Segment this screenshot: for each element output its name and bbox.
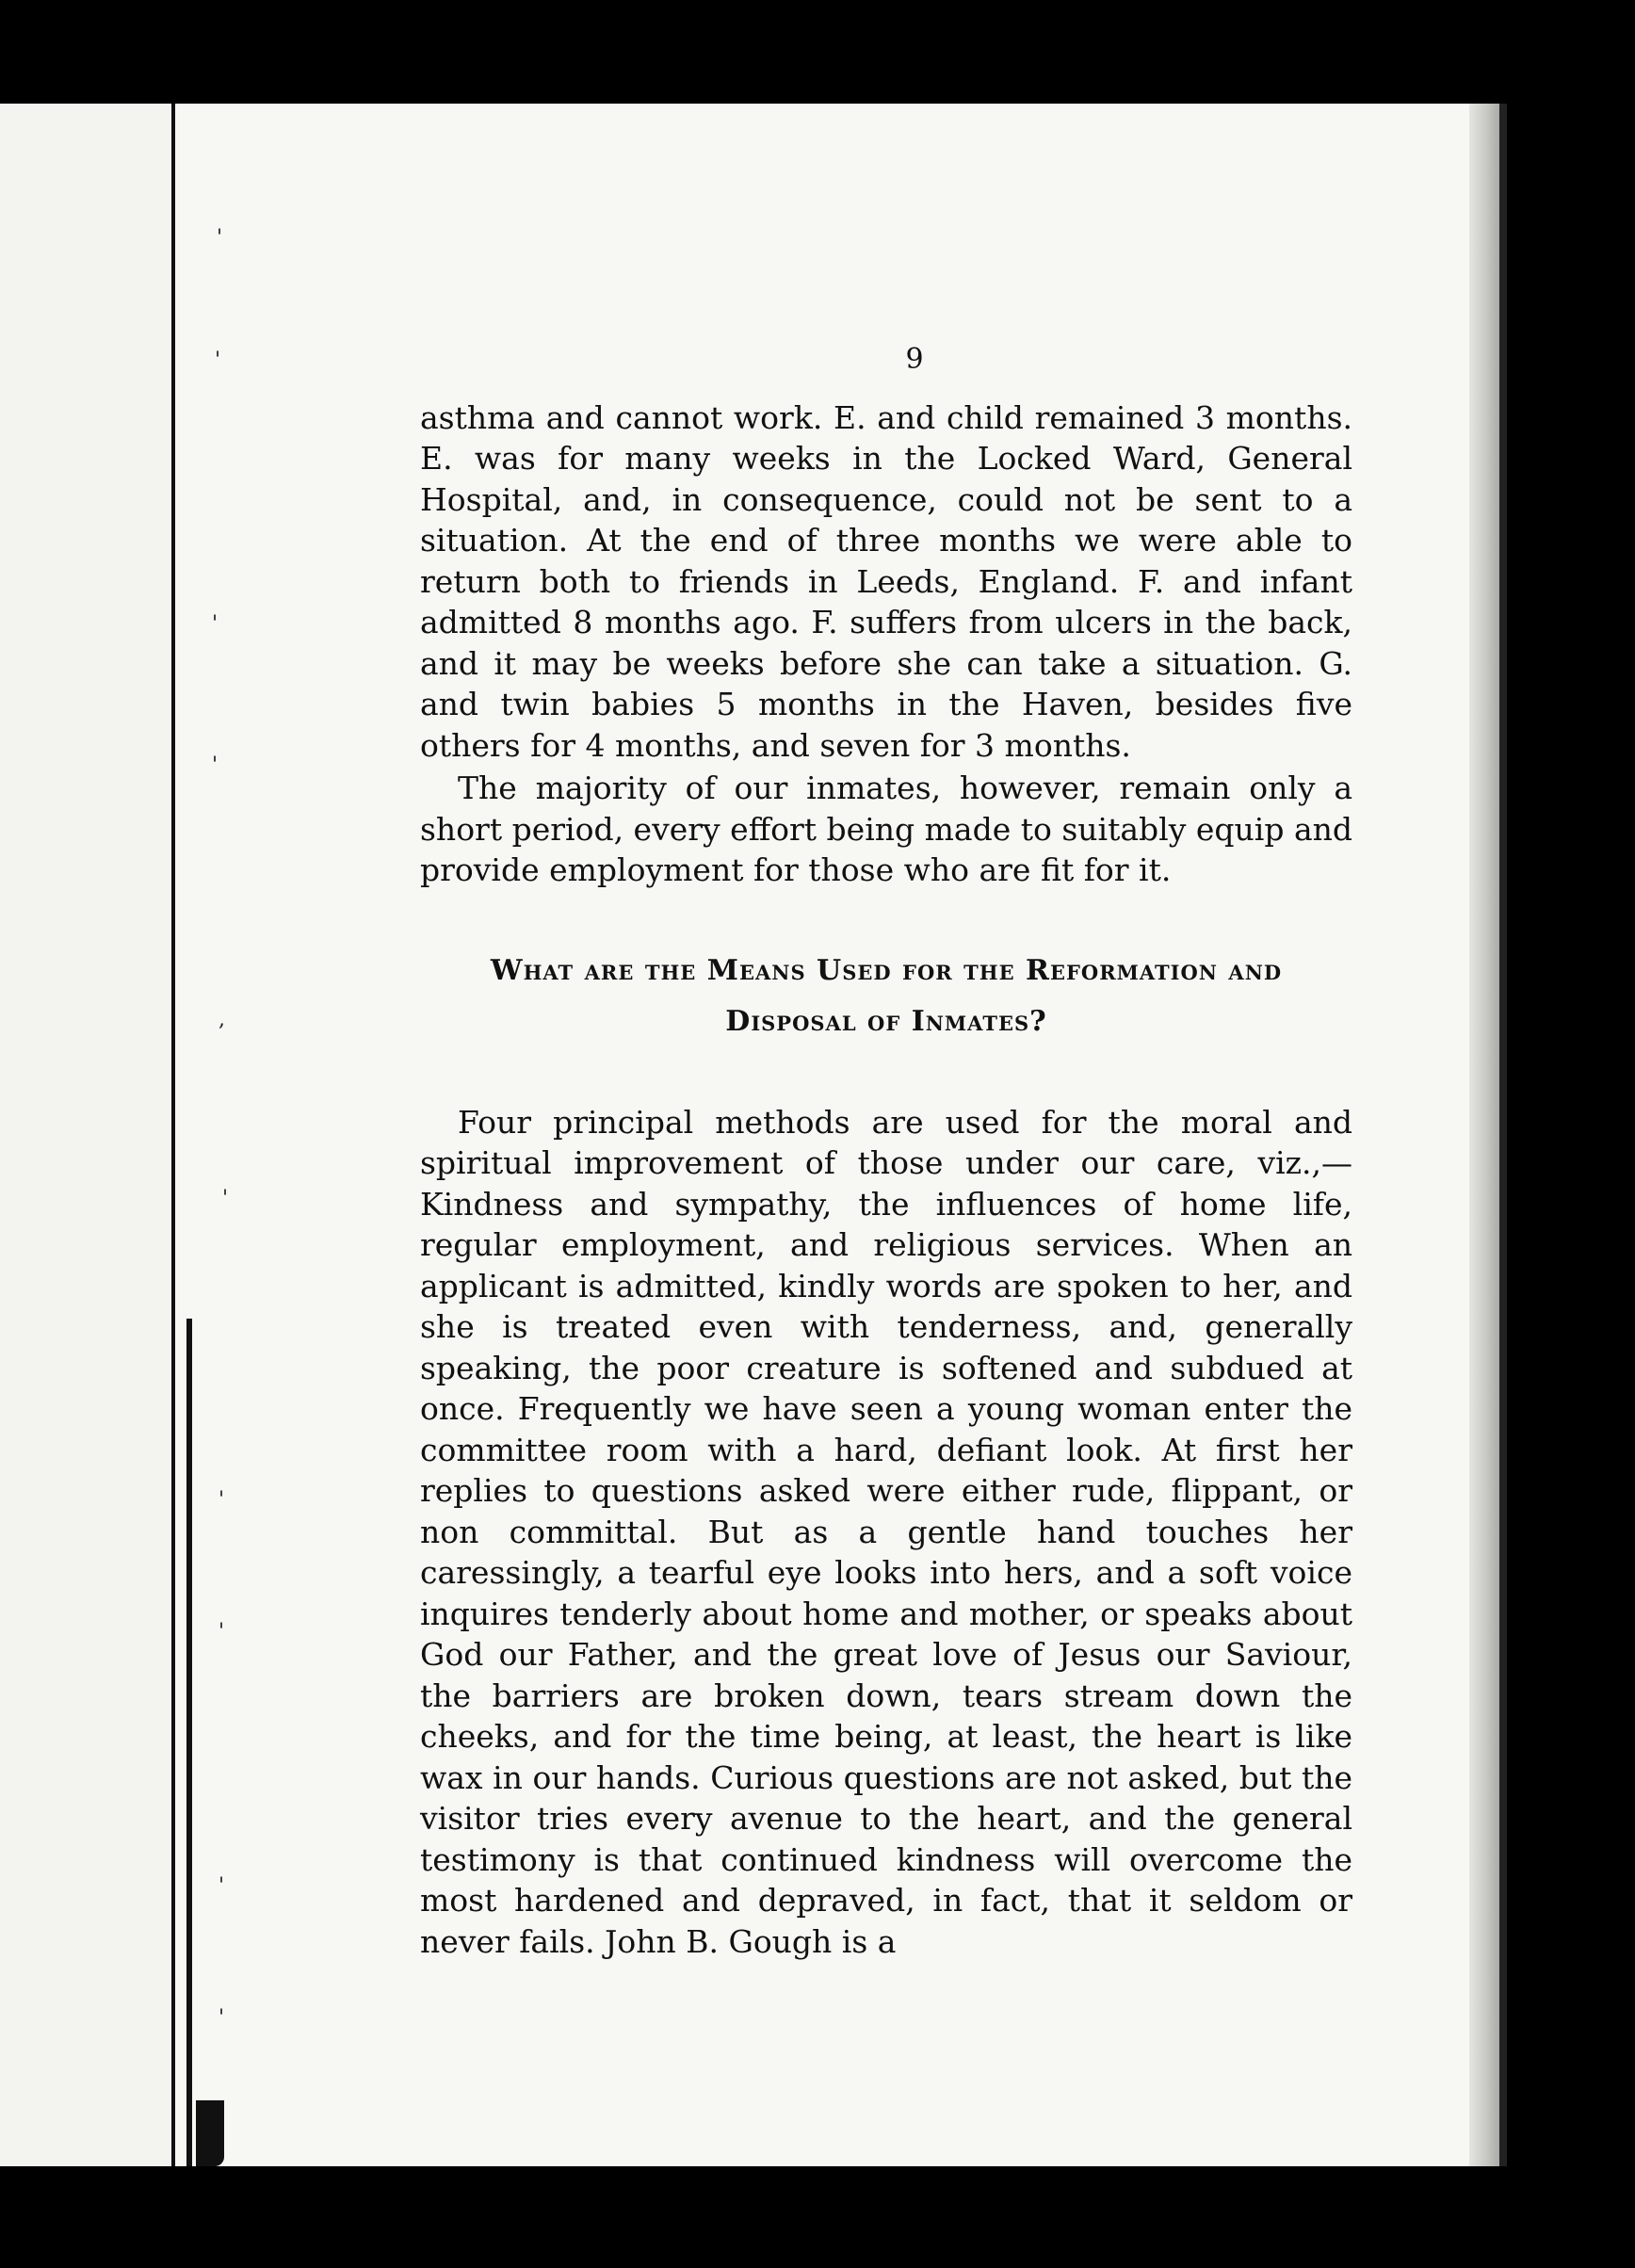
paragraph: The majority of our inmates, however, remain only a short period, every effort being made to suitably equip and provide employment for those who are fit for it. (420, 770, 1352, 888)
section-heading (420, 946, 1352, 1047)
margin-speck: ' (219, 1874, 225, 1898)
gutter-line (171, 104, 175, 2166)
scan-top-border (0, 0, 1635, 104)
margin-speck: ' (219, 2006, 225, 2030)
margin-speck: ' (219, 1620, 225, 1644)
page-text (420, 339, 1352, 1962)
page-number: 9 (905, 343, 924, 376)
right-edge-line (1499, 104, 1507, 2166)
heading-line: What are the Means Used for the Reformation and (490, 953, 1283, 987)
margin-speck: ' (217, 226, 223, 250)
margin-speck: ' (212, 753, 219, 777)
previous-page-edge (0, 104, 171, 2166)
scan-bottom-border (0, 2166, 1635, 2268)
margin-speck: ' (212, 612, 219, 636)
margin-speck: ' (215, 348, 221, 372)
margin-speck: ' (222, 1187, 229, 1210)
gutter-ink-blot (196, 2100, 224, 2166)
gutter-shadow (186, 1319, 192, 2166)
paragraph: Four principal methods are used for the moral and spiritual improvement of those under our care, viz.,—Kindness and sympathy, the influences of home life, regular employment, and religious services. When an applicant is admitted, kindly words are spoken to her, and she is treated even with tenderness, and, generally speaking, the poor creature is softened and subdued at once. Frequently we have seen a young woman enter the committee room with a hard, defiant look. At first her replies to questions asked were either rude, flippant, or non committal. But as a gentle hand touches her caressingly, a tearful eye looks into hers, and a soft voice inquires tenderly about home and mother, or speaks about God our Father, and the great love of Jesus our Saviour, the barriers are broken down, tears stream down the cheeks, and for the time being, at least, the heart is like wax in our hands. Curious questions are not asked, but the visitor tries every avenue to the heart, and the general testimony is that continued kindness will overcome the most hardened and depraved, in fact, that it seldom or never fails. John B. Gough is a (420, 1103, 1352, 1960)
margin-speck: , (219, 1008, 225, 1031)
margin-speck: ' (219, 1488, 225, 1512)
paragraph: asthma and cannot work. E. and child remained 3 months. E. was for many weeks in the Locked Ward, General Hospital, and, in consequence, could not be sent to a situation. At the end of three months we were able to return both to friends in Leeds, England. F. and infant admitted 8 months ago. F. suffers from ulcers in the back, and it may be weeks before she can take a situation. G. and twin babies 5 months in the Haven, besides five others for 4 months, and seven for 3 months. (420, 398, 1352, 764)
heading-line: Disposal of Inmates? (725, 1004, 1047, 1038)
